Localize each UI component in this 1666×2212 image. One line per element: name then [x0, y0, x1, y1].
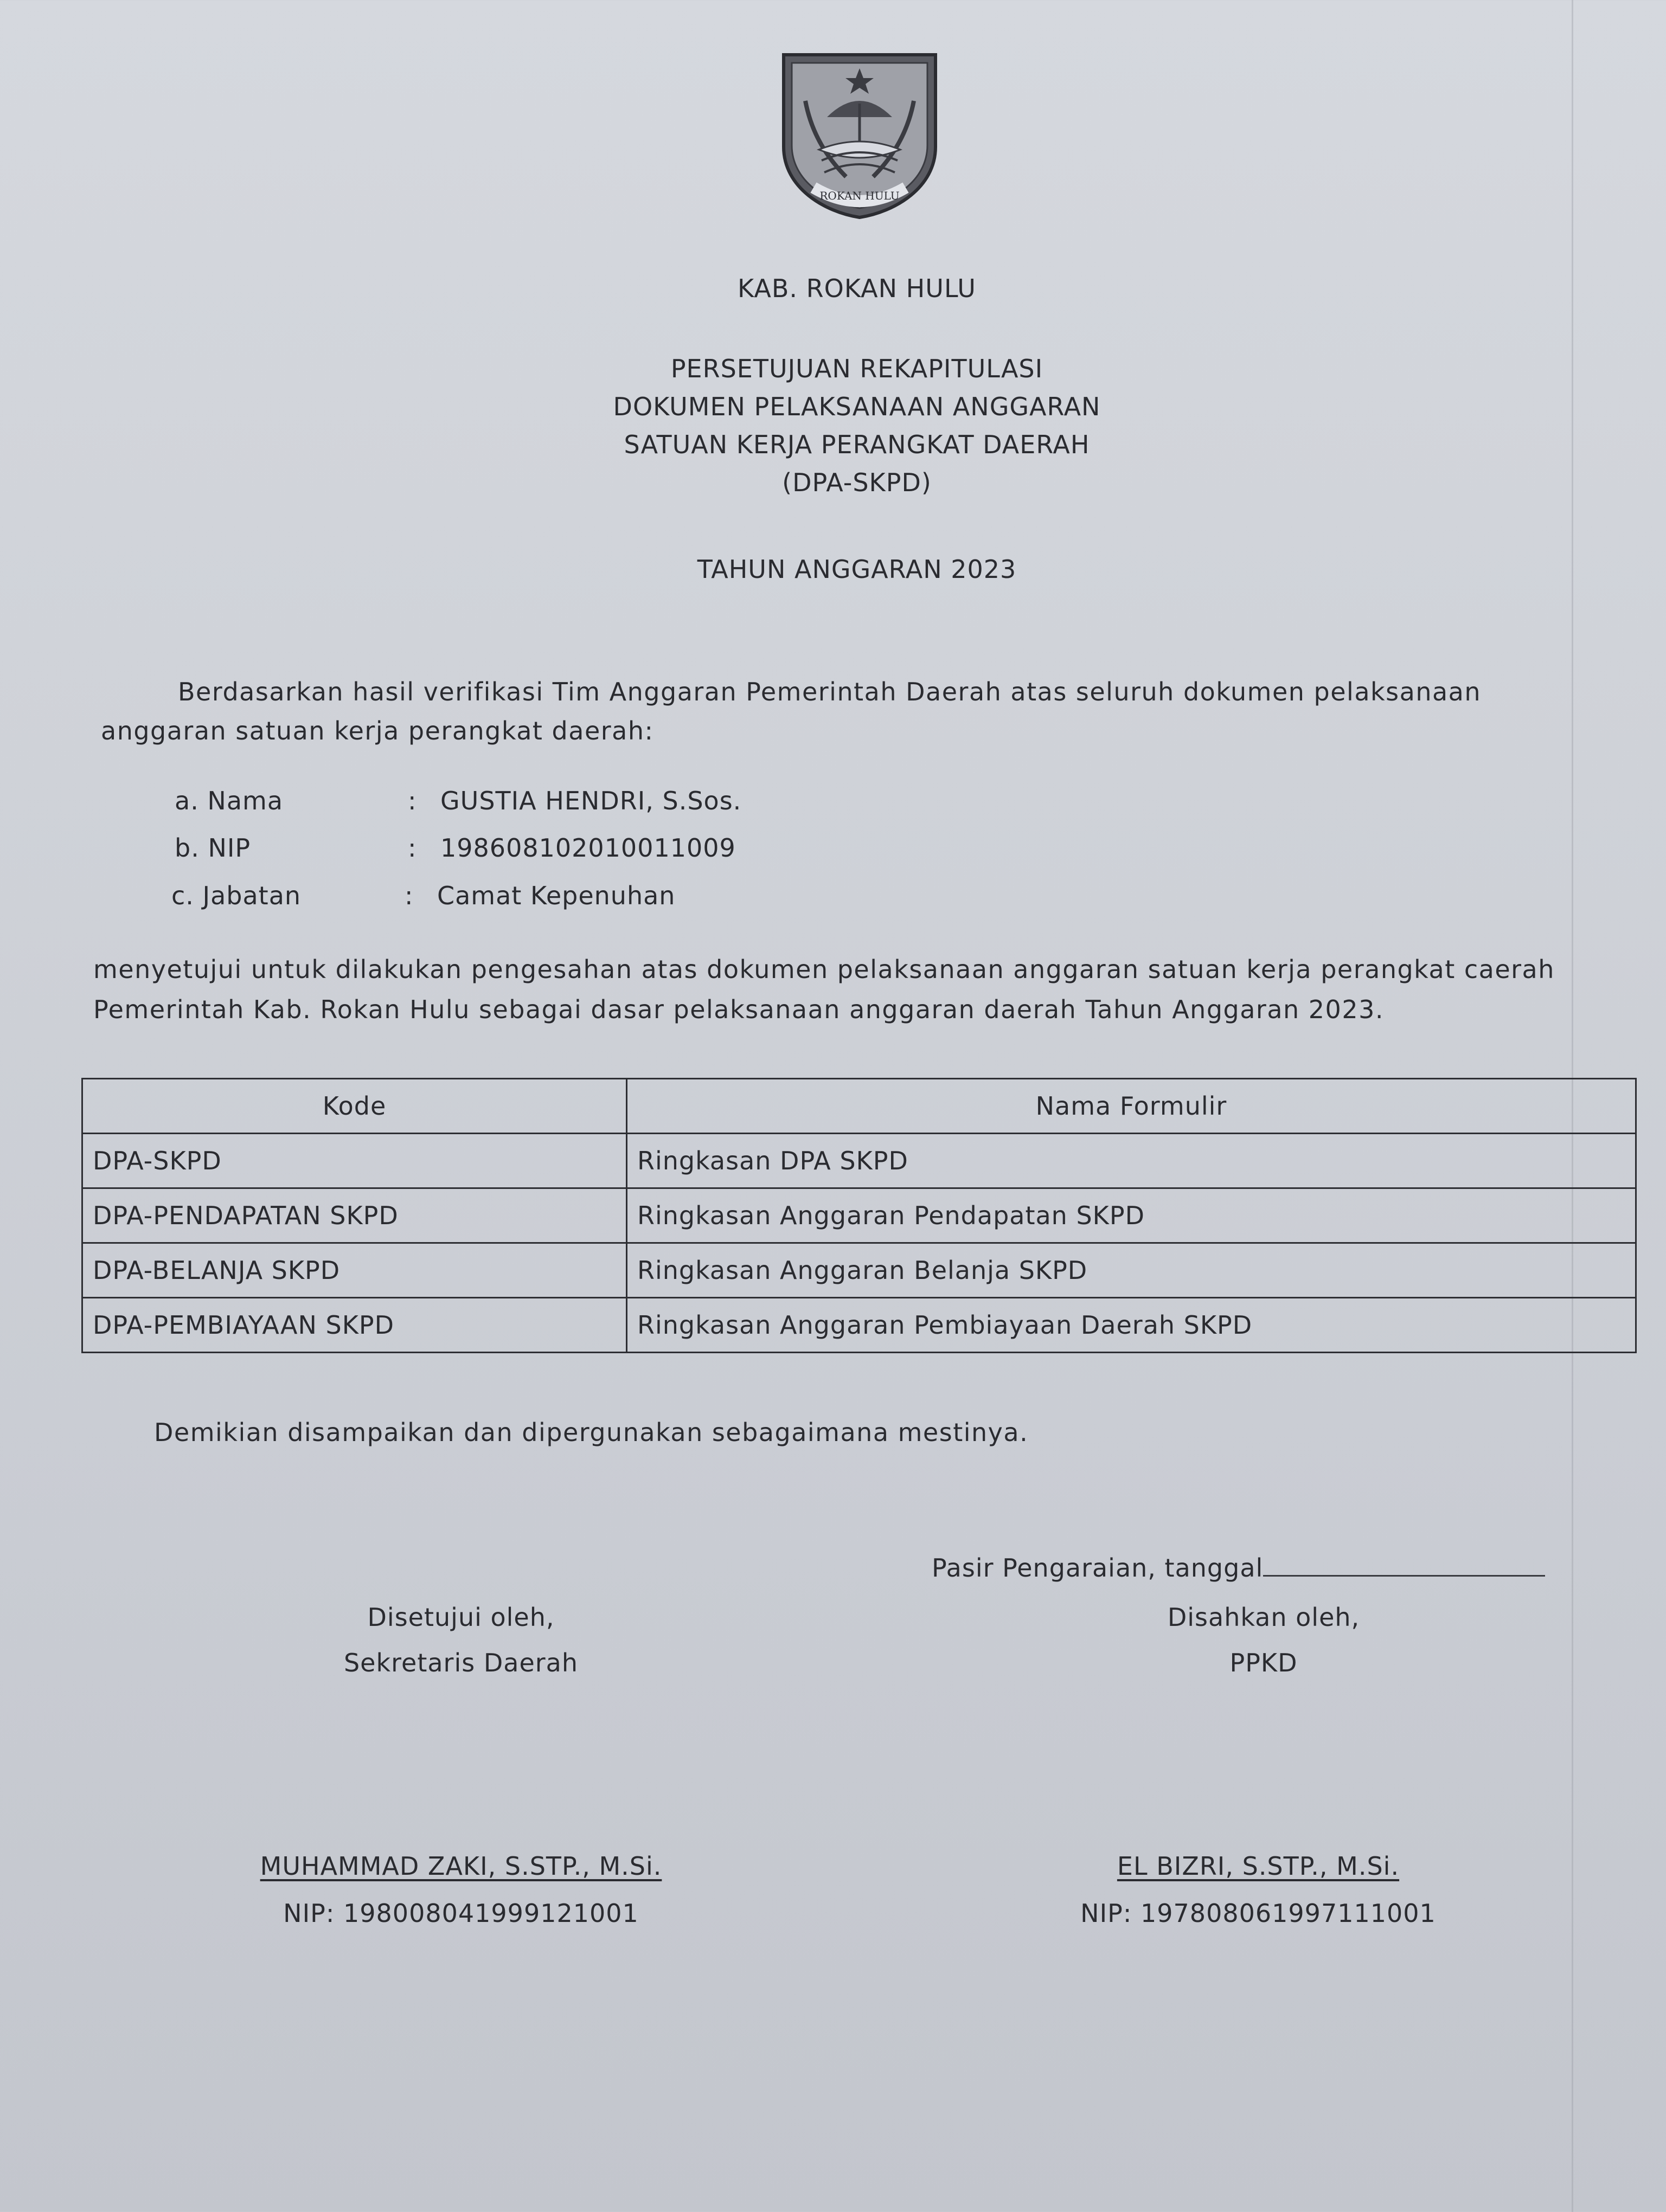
table-row	[82, 1134, 1636, 1188]
table-row	[82, 1188, 1636, 1243]
left-approved-by: Disetujui oleh,	[367, 1603, 555, 1632]
left-position: Sekretaris Daerah	[343, 1648, 578, 1677]
field-label: c. Jabatan	[171, 881, 302, 910]
field-colon: :	[408, 786, 417, 815]
field-colon: :	[405, 881, 414, 910]
regency-emblem-logo	[781, 52, 938, 220]
intro-line-1: Berdasarkan hasil verifikasi Tim Anggaran Pemerintah Daerah atas seluruh dokumen pelaksanaan	[178, 677, 1482, 706]
field-value: GUSTIA HENDRI, S.Sos.	[440, 786, 742, 815]
logo-motto-text: ROKAN HULU	[819, 189, 900, 202]
fiscal-year-line: TAHUN ANGGARAN 2023	[697, 555, 1017, 584]
field-label: a. Nama	[175, 786, 284, 815]
cell-kode: DPA-SKPD	[82, 1134, 627, 1188]
column-header-nama-formulir: Nama Formulir	[627, 1079, 1636, 1134]
right-signatory-nip: NIP: 197808061997111001	[1080, 1899, 1436, 1928]
column-header-kode: Kode	[82, 1079, 627, 1134]
table-row	[82, 1243, 1636, 1298]
closing-statement: Demikian disampaikan dan dipergunakan sebagaimana mestinya.	[154, 1418, 1029, 1447]
place-date-text: Pasir Pengaraian, tanggal	[932, 1553, 1264, 1583]
cell-kode: DPA-PEMBIAYAAN SKPD	[82, 1298, 627, 1353]
field-value: 198608102010011009	[440, 833, 736, 863]
cell-kode: DPA-BELANJA SKPD	[82, 1243, 627, 1298]
form-table	[81, 1078, 1637, 1353]
cell-kode: DPA-PENDAPATAN SKPD	[82, 1188, 627, 1243]
title-line-3: SATUAN KERJA PERANGKAT DAERAH	[624, 430, 1090, 459]
field-colon: :	[408, 833, 417, 863]
cell-nama-formulir: Ringkasan Anggaran Belanja SKPD	[627, 1243, 1636, 1298]
cell-nama-formulir: Ringkasan Anggaran Pembiayaan Daerah SKPD	[627, 1298, 1636, 1353]
right-position: PPKD	[1229, 1648, 1298, 1677]
field-label: b. NIP	[175, 833, 251, 863]
field-nip	[175, 833, 825, 866]
title-line-2: DOKUMEN PELAKSANAAN ANGGARAN	[613, 392, 1101, 421]
table-row	[82, 1298, 1636, 1353]
intro-line-2: anggaran satuan kerja perangkat daerah:	[101, 716, 654, 745]
field-jabatan	[171, 881, 822, 914]
right-approved-by: Disahkan oleh,	[1167, 1603, 1360, 1632]
cell-nama-formulir: Ringkasan DPA SKPD	[627, 1134, 1636, 1188]
field-nama	[175, 786, 825, 819]
approval-line-1: menyetujui untuk dilakukan pengesahan atas dokumen pelaksanaan anggaran satuan kerja perangkat caerah	[93, 955, 1555, 984]
date-blank-line	[1263, 1555, 1545, 1577]
right-signatory-name: EL BIZRI, S.STP., M.Si.	[1117, 1851, 1400, 1881]
left-signatory-nip: NIP: 198008041999121001	[283, 1899, 639, 1928]
table-header-row	[82, 1079, 1636, 1134]
cell-nama-formulir: Ringkasan Anggaran Pendapatan SKPD	[627, 1188, 1636, 1243]
left-signatory-name: MUHAMMAD ZAKI, S.STP., M.Si.	[260, 1851, 662, 1881]
organization-name: KAB. ROKAN HULU	[738, 274, 976, 303]
place-date-line	[932, 1553, 1545, 1583]
title-line-1: PERSETUJUAN REKAPITULASI	[670, 354, 1043, 383]
approval-line-2: Pemerintah Kab. Rokan Hulu sebagai dasar pelaksanaan anggaran daerah Tahun Anggaran 2023.	[93, 995, 1384, 1024]
title-line-4: (DPA-SKPD)	[782, 468, 932, 497]
field-value: Camat Kepenuhan	[437, 881, 676, 910]
